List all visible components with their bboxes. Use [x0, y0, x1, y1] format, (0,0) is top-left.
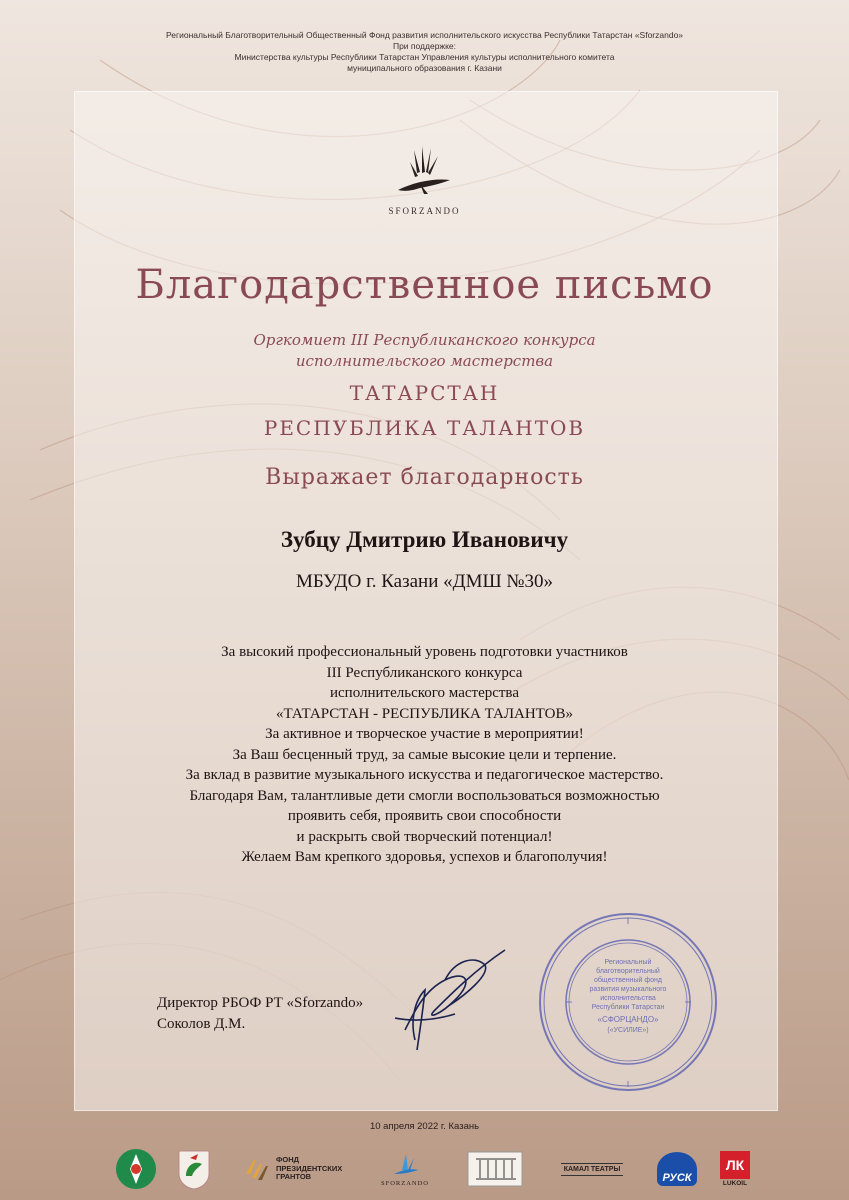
logo-wordmark: SFORZANDO	[388, 206, 461, 216]
grant-fund-name: ФОНД ПРЕЗИДЕНТСКИХ ГРАНТОВ	[276, 1155, 343, 1182]
tatarstan-emblem-icon	[114, 1148, 158, 1190]
kamal-theatre-logo	[554, 1148, 630, 1190]
contest-line: РЕСПУБЛИКА ТАЛАНТОВ	[263, 416, 586, 440]
presidential-grants-logo	[242, 1148, 382, 1190]
header-line: Министерства культуры Республики Татарстан Управления культуры исполнительного комитета	[234, 52, 615, 62]
stamp-line: общественный фонд	[594, 977, 662, 984]
body-line: Желаем Вам крепкого здоровья, успехов и благополучия!	[241, 849, 608, 865]
rusk-text: РУСК	[657, 1152, 697, 1186]
body-line: проявить себя, проявить свои способности	[287, 808, 562, 824]
issue-date-place: 10 апреля 2022 г. Казань	[369, 1121, 480, 1132]
theater-building-icon	[466, 1148, 524, 1190]
body-line: III Республиканского конкурса	[326, 664, 523, 681]
recipient-organization: МБУДО г. Казани «ДМШ №30»	[295, 571, 554, 592]
stamp-line: исполнительства	[600, 995, 656, 1002]
subtitle-line: исполнительского мастерства	[295, 352, 554, 370]
sponsor-sforzando-text: SFORZANDO	[380, 1179, 429, 1187]
body-line: исполнительского мастерства	[330, 685, 519, 701]
blue-bird-icon	[390, 1152, 420, 1180]
document-title: Благодарственное письмо	[135, 262, 714, 308]
body-line: «ТАТАРСТАН - РЕСПУБЛИКА ТАЛАНТОВ»	[276, 705, 573, 722]
subtitle-line: Оргкомиет III Республиканского конкурса	[253, 331, 596, 349]
body-line: Благодаря Вам, талантливые дети смогли воспользоваться возможностью	[189, 787, 660, 804]
body-line: и раскрыть свой творческий потенциал!	[296, 828, 553, 845]
signatory-block	[157, 993, 363, 1035]
stamp-line: Региональный	[604, 959, 652, 966]
kamal-theatre-text: КАМАЛ ТЕАТРЫ	[561, 1163, 624, 1176]
organizer-subtitle	[0, 330, 849, 372]
header-line: муниципального образования г. Казани	[347, 63, 502, 73]
handwritten-signature	[395, 940, 530, 1060]
contest-line: ТАТАРСТАН	[349, 381, 500, 405]
rusk-logo	[655, 1148, 699, 1190]
body-line: За Ваш бесценный труд, за самые высокие цели и терпение.	[232, 746, 617, 763]
organization-stamp	[536, 910, 721, 1095]
recipient-name: Зубцу Дмитрию Ивановичу	[280, 527, 569, 552]
expresses-gratitude: Выражает благодарность	[265, 465, 584, 490]
stamp-line: Республики Татарстан	[591, 1004, 665, 1011]
lukoil-mark-icon: ЛК	[720, 1151, 750, 1179]
gratitude-text	[0, 642, 849, 868]
body-line: За высокий профессиональный уровень подготовки участников	[221, 644, 628, 660]
signatory-name: Соколов Д.М.	[157, 1016, 246, 1032]
signatory-title: Директор РБОФ РТ «Sforzando»	[157, 995, 364, 1011]
lukoil-text: LUKOIL	[722, 1180, 748, 1187]
sforzando-sponsor-logo	[378, 1148, 432, 1190]
lukoil-logo	[713, 1148, 757, 1190]
header-line: Региональный Благотворительный Общественный Фонд развития исполнительского искусства Республики Татарстан «Sforzando»	[165, 30, 684, 40]
header-line: При поддержке:	[392, 41, 457, 51]
contest-name	[0, 376, 849, 446]
stamp-line: развития музыкального	[589, 986, 667, 993]
organization-header	[0, 30, 849, 74]
stamp-line: благотворительный	[596, 968, 660, 975]
body-line: За активное и творческое участие в мероприятии!	[265, 726, 584, 742]
stamp-line: «СФОРЦАНДО»	[597, 1015, 659, 1024]
stamp-line: («УСИЛИЕ»)	[607, 1027, 649, 1034]
sponsor-logos	[0, 1148, 849, 1193]
kazan-coat-of-arms-icon	[176, 1148, 212, 1190]
body-line: За вклад в развитие музыкального искусства и педагогическое мастерство.	[185, 767, 664, 783]
grant-fund-icon	[242, 1154, 272, 1184]
